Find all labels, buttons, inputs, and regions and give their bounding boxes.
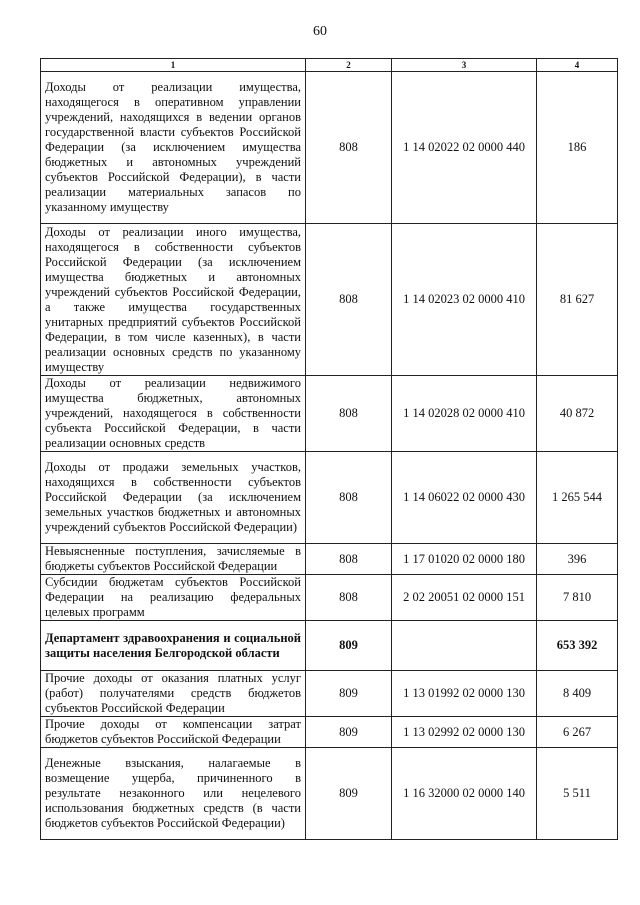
row-description: Субсидии бюджетам субъектов Российской Федерации на реализацию федеральных целевых программ	[41, 575, 306, 621]
column-header-3: 3	[392, 59, 537, 72]
table-row	[41, 224, 618, 376]
row-description: Невыясненные поступления, зачисляемые в бюджеты субъектов Российской Федерации	[41, 544, 306, 575]
row-admin-code: 808	[306, 575, 392, 621]
row-admin-code: 809	[306, 748, 392, 840]
row-budget-classification-code: 2 02 20051 02 0000 151	[392, 575, 537, 621]
row-budget-classification-code: 1 14 02023 02 0000 410	[392, 224, 537, 376]
column-header-1: 1	[41, 59, 306, 72]
row-budget-classification-code: 1 13 01992 02 0000 130	[392, 671, 537, 717]
row-admin-code: 809	[306, 671, 392, 717]
row-description: Прочие доходы от компенсации затрат бюджетов субъектов Российской Федерации	[41, 717, 306, 748]
table-row	[41, 575, 618, 621]
row-description: Доходы от реализации иного имущества, находящегося в собственности субъектов Российской Федерации (за исключением имущества бюджетных и автономных учреждений субъектов Российской Федерации, а также имущества государственных унитарных предприятий субъектов Российской Федерации, в том числе казенных), в части реализации основных средств по указанному имуществу	[41, 224, 306, 376]
row-admin-code: 808	[306, 452, 392, 544]
page-number: 60	[313, 24, 327, 39]
column-header-4: 4	[537, 59, 618, 72]
row-budget-classification-code	[392, 621, 537, 671]
row-admin-code: 808	[306, 72, 392, 224]
row-budget-classification-code: 1 13 02992 02 0000 130	[392, 717, 537, 748]
row-admin-code: 808	[306, 544, 392, 575]
row-description: Департамент здравоохранения и социальной защиты населения Белгородской области	[41, 621, 306, 671]
row-budget-classification-code: 1 14 02028 02 0000 410	[392, 376, 537, 452]
row-amount: 7 810	[537, 575, 618, 621]
table-row	[41, 376, 618, 452]
row-amount: 81 627	[537, 224, 618, 376]
row-description: Доходы от реализации недвижимого имущества бюджетных, автономных учреждений, находящегося в собственности субъекта Российской Федерации, в части реализации основных средств	[41, 376, 306, 452]
row-admin-code: 808	[306, 224, 392, 376]
row-amount: 6 267	[537, 717, 618, 748]
row-budget-classification-code: 1 16 32000 02 0000 140	[392, 748, 537, 840]
table-body	[41, 72, 618, 840]
table-header-row	[41, 59, 618, 72]
column-header-2: 2	[306, 59, 392, 72]
row-admin-code: 809	[306, 621, 392, 671]
row-description: Прочие доходы от оказания платных услуг (работ) получателями средств бюджетов субъектов Российской Федерации	[41, 671, 306, 717]
row-description: Доходы от реализации имущества, находящегося в оперативном управлении учреждений, находящихся в ведении органов государственной власти субъектов Российской Федерации (за исключением имущества бюджетных и автономных учреждений субъектов Российской Федерации), в части реализации материальных запасов по указанному имуществу	[41, 72, 306, 224]
row-description: Денежные взыскания, налагаемые в возмещение ущерба, причиненного в результате незаконного или нецелевого использования бюджетных средств (в части бюджетов субъектов Российской Федерации)	[41, 748, 306, 840]
row-description: Доходы от продажи земельных участков, находящихся в собственности субъектов Российской Федерации (за исключением земельных участков бюджетных и автономных учреждений субъектов Российской Федерации)	[41, 452, 306, 544]
row-admin-code: 808	[306, 376, 392, 452]
row-budget-classification-code: 1 14 02022 02 0000 440	[392, 72, 537, 224]
row-admin-code: 809	[306, 717, 392, 748]
row-amount: 40 872	[537, 376, 618, 452]
row-amount: 186	[537, 72, 618, 224]
table-row	[41, 748, 618, 840]
row-amount: 653 392	[537, 621, 618, 671]
row-budget-classification-code: 1 14 06022 02 0000 430	[392, 452, 537, 544]
revenue-table	[40, 58, 618, 840]
row-amount: 8 409	[537, 671, 618, 717]
row-amount: 396	[537, 544, 618, 575]
table-row	[41, 544, 618, 575]
table-row	[41, 671, 618, 717]
table-row	[41, 452, 618, 544]
row-amount: 5 511	[537, 748, 618, 840]
row-amount: 1 265 544	[537, 452, 618, 544]
table-row	[41, 72, 618, 224]
table-row	[41, 621, 618, 671]
table-row	[41, 717, 618, 748]
row-budget-classification-code: 1 17 01020 02 0000 180	[392, 544, 537, 575]
